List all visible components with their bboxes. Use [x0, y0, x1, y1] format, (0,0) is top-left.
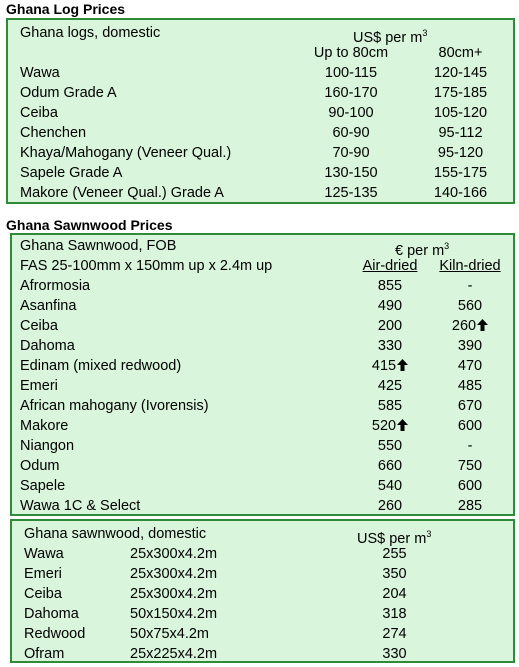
- log-price-80cm-plus: 95-120: [437, 145, 484, 161]
- sawn-col2-header: Kiln-dried: [439, 258, 501, 274]
- domestic-price: 274: [382, 626, 407, 642]
- domestic-header-row: [12, 524, 513, 547]
- sawn-price-air-dried: 490: [377, 298, 403, 314]
- domestic-price: 350: [382, 566, 407, 582]
- sawn-price-kiln-dried: 470: [457, 358, 483, 374]
- log-price-up-to-80cm: 125-135: [324, 185, 378, 201]
- log-price-up-to-80cm: 100-115: [324, 65, 378, 81]
- log-price-up-to-80cm: 60-90: [332, 125, 370, 141]
- sawn-price-kiln-dried: -: [467, 278, 473, 294]
- sawn-species: Asanfina: [20, 298, 77, 314]
- sawn-row: [12, 276, 513, 296]
- sawn-price-air-dried: 520: [350, 416, 430, 436]
- sawn-species: Niangon: [20, 438, 75, 454]
- log-price-80cm-plus: 105-120: [433, 105, 488, 121]
- log-price-80cm-plus: 140-166: [433, 185, 488, 201]
- log-prices-title: Ghana Log Prices: [6, 1, 126, 17]
- domestic-price: 204: [382, 586, 407, 602]
- domestic-row: [12, 584, 513, 604]
- domestic-size: 25x300x4.2m: [130, 546, 218, 562]
- sawn-species: Afrormosia: [20, 278, 91, 294]
- log-species: Sapele Grade A: [20, 165, 123, 181]
- sawn-price-air-dried: 550: [377, 438, 403, 454]
- sawn-species: Sapele: [20, 478, 66, 494]
- up-arrow-icon: [397, 359, 408, 371]
- domestic-row: [12, 564, 513, 584]
- sawn-price-kiln-dried: 260: [430, 316, 510, 336]
- sawn-price-kiln-dried: 485: [457, 378, 483, 394]
- sawn-price-kiln-dried: -: [467, 438, 473, 454]
- sawn-species: Edinam (mixed redwood): [20, 358, 182, 374]
- sawn-species: Emeri: [20, 378, 58, 394]
- log-species: Wawa: [20, 65, 60, 81]
- sawn-row: [12, 336, 513, 356]
- sawn-row: [12, 436, 513, 456]
- sawn-row: [12, 396, 513, 416]
- log-price-up-to-80cm: 90-100: [328, 105, 374, 121]
- log-row: [8, 123, 513, 143]
- sawn-price-air-dried: 260: [377, 498, 403, 514]
- sawn-prices-panel: [10, 233, 515, 516]
- up-arrow-icon: [397, 419, 408, 431]
- sawn-species: African mahogany (Ivorensis): [20, 398, 209, 414]
- log-price-up-to-80cm: 160-170: [324, 85, 378, 101]
- sawn-price-kiln-dried: 670: [457, 398, 483, 414]
- sawn-price-kiln-dried: 560: [457, 298, 483, 314]
- domestic-size: 50x150x4.2m: [130, 606, 218, 622]
- sawn-row: [12, 316, 513, 336]
- domestic-row: [12, 604, 513, 624]
- log-subheader-row: [8, 43, 513, 63]
- log-prices-panel: [6, 18, 515, 204]
- domestic-species: Redwood: [24, 626, 86, 642]
- log-price-80cm-plus: 155-175: [433, 165, 488, 181]
- sawn-price-kiln-dried: 750: [457, 458, 483, 474]
- domestic-header-label: Ghana sawnwood, domestic: [24, 526, 207, 542]
- sawn-price-kiln-dried: 390: [457, 338, 483, 354]
- log-row: [8, 63, 513, 83]
- sawn-price-air-dried: 415: [350, 356, 430, 376]
- log-header-label: Ghana logs, domestic: [20, 25, 161, 41]
- domestic-species: Ofram: [24, 646, 65, 662]
- domestic-unit-label: US$ per $m^3$: [357, 529, 432, 547]
- sawn-price-air-dried: 855: [377, 278, 403, 294]
- log-price-80cm-plus: 95-112: [438, 125, 483, 141]
- sawn-price-air-dried: 540: [377, 478, 403, 494]
- sawn-price-air-dried: 200: [377, 318, 403, 334]
- domestic-price: 330: [382, 646, 407, 662]
- domestic-row: [12, 544, 513, 564]
- sawn-prices-title: Ghana Sawnwood Prices: [6, 217, 173, 233]
- log-price-80cm-plus: 175-185: [433, 85, 488, 101]
- log-species: Odum Grade A: [20, 85, 117, 101]
- domestic-size: 25x225x4.2m: [130, 646, 218, 662]
- log-species: Khaya/Mahogany (Veneer Qual.): [20, 145, 232, 161]
- log-row: [8, 143, 513, 163]
- sawn-col1-header: Air-dried: [362, 258, 418, 274]
- log-row: [8, 103, 513, 123]
- sawn-row: [12, 376, 513, 396]
- log-col2-header: 80cm+: [438, 45, 483, 61]
- sawn-unit-label: € per $m^3$: [395, 241, 450, 259]
- log-price-80cm-plus: 120-145: [433, 65, 488, 81]
- sawn-row: [12, 416, 513, 436]
- domestic-size: 25x300x4.2m: [130, 586, 218, 602]
- log-row: [8, 163, 513, 183]
- sawn-species: Dahoma: [20, 338, 75, 354]
- sawn-subheader-row: [12, 256, 513, 276]
- log-unit-label: US$ per $m^3$: [353, 28, 428, 46]
- sawn-price-kiln-dried: 600: [457, 478, 483, 494]
- log-row: [8, 83, 513, 103]
- domestic-species: Ceiba: [24, 586, 62, 602]
- domestic-species: Wawa: [24, 546, 64, 562]
- sawn-row: [12, 356, 513, 376]
- log-row: [8, 183, 513, 203]
- sawn-spec-label: FAS 25-100mm x 150mm up x 2.4m up: [20, 258, 273, 274]
- sawn-row: [12, 496, 513, 516]
- domestic-row: [12, 644, 513, 664]
- sawn-price-kiln-dried: 600: [457, 418, 483, 434]
- sawn-price-air-dried: 585: [377, 398, 403, 414]
- domestic-panel: [10, 519, 515, 663]
- sawn-row: [12, 296, 513, 316]
- sawn-row: [12, 476, 513, 496]
- sawn-header-label: Ghana Sawnwood, FOB: [20, 238, 177, 254]
- up-arrow-icon: [477, 319, 488, 331]
- log-header-row: [8, 23, 513, 46]
- log-price-up-to-80cm: 130-150: [324, 165, 378, 181]
- domestic-size: 50x75x4.2m: [130, 626, 209, 642]
- sawn-price-air-dried: 660: [377, 458, 403, 474]
- sawn-price-kiln-dried: 285: [457, 498, 483, 514]
- domestic-species: Emeri: [24, 566, 62, 582]
- domestic-size: 25x300x4.2m: [130, 566, 218, 582]
- sawn-species: Odum: [20, 458, 60, 474]
- sawn-species: Ceiba: [20, 318, 58, 334]
- domestic-price: 318: [382, 606, 407, 622]
- domestic-row: [12, 624, 513, 644]
- sawn-price-air-dried: 425: [377, 378, 403, 394]
- sawn-price-air-dried: 330: [377, 338, 403, 354]
- sawn-row: [12, 456, 513, 476]
- sawn-species: Wawa 1C & Select: [20, 498, 141, 514]
- log-price-up-to-80cm: 70-90: [332, 145, 370, 161]
- domestic-species: Dahoma: [24, 606, 79, 622]
- log-species: Ceiba: [20, 105, 58, 121]
- log-species: Makore (Veneer Qual.) Grade A: [20, 185, 224, 201]
- domestic-price: 255: [382, 546, 407, 562]
- sawn-header-row: [12, 236, 513, 259]
- log-col1-header: Up to 80cm: [313, 45, 389, 61]
- log-species: Chenchen: [20, 125, 87, 141]
- sawn-species: Makore: [20, 418, 69, 434]
